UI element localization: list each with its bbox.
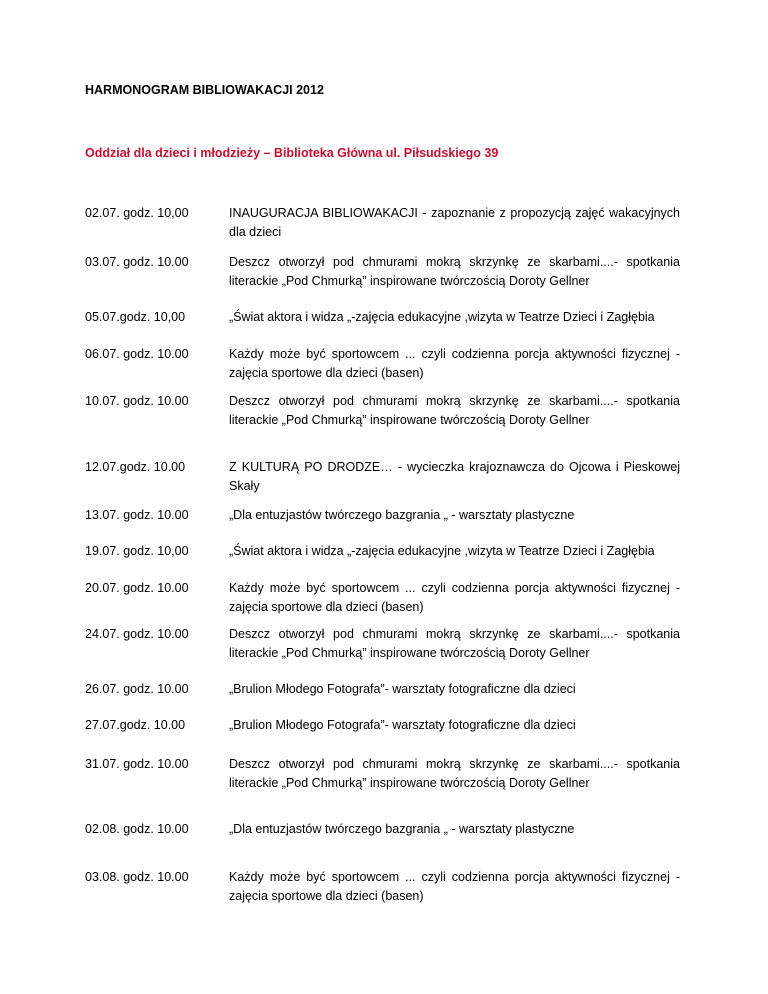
entry-date: 05.07.godz. 10,00: [85, 310, 186, 324]
entry-date: 02.08. godz. 10.00: [85, 822, 189, 836]
entry-description: Każdy może być sportowcem ... czyli codzienna porcja aktywności fizycznej - zajęcia sportowe dla dzieci (basen): [229, 581, 680, 614]
document-title: HARMONOGRAM BIBLIOWAKACJI 2012: [85, 83, 324, 97]
entry-description: Z KULTURĄ PO DRODZE… - wycieczka krajoznawcza do Ojcowa i Pieskowej Skały: [229, 460, 680, 493]
entry-date: 02.07. godz. 10,00: [85, 206, 189, 220]
entry-description: INAUGURACJA BIBLIOWAKACJI - zapoznanie z propozycją zajęć wakacyjnych dla dzieci: [229, 206, 680, 239]
entry-date: 13.07. godz. 10.00: [85, 508, 189, 522]
entry-description: Deszcz otworzył pod chmurami mokrą skrzynkę ze skarbami....- spotkania literackie „Pod Chmurką” inspirowane twórczością Doroty Gellner: [229, 394, 680, 427]
entry-description: Każdy może być sportowcem ... czyli codzienna porcja aktywności fizycznej - zajęcia sportowe dla dzieci (basen): [229, 870, 680, 903]
entry-description: „Brulion Młodego Fotografa”- warsztaty fotograficzne dla dzieci: [229, 682, 576, 696]
entry-date: 31.07. godz. 10.00: [85, 757, 189, 771]
entry-description: Każdy może być sportowcem ... czyli codzienna porcja aktywności fizycznej - zajęcia sportowe dla dzieci (basen): [229, 347, 680, 380]
entry-date: 27.07.godz. 10.00: [85, 718, 186, 732]
entry-description: Deszcz otworzył pod chmurami mokrą skrzynkę ze skarbami....- spotkania literackie „Pod Chmurką” inspirowane twórczością Doroty Gellner: [229, 627, 680, 660]
entry-date: 06.07. godz. 10.00: [85, 347, 189, 361]
entry-description: „Brulion Młodego Fotografa”- warsztaty fotograficzne dla dzieci: [229, 718, 576, 732]
entry-date: 03.07. godz. 10.00: [85, 255, 189, 269]
entry-date: 26.07. godz. 10.00: [85, 682, 189, 696]
entry-date: 24.07. godz. 10.00: [85, 627, 189, 641]
entry-description: „Świat aktora i widza „-zajęcia edukacyjne ,wizyta w Teatrze Dzieci i Zagłębia: [229, 544, 655, 558]
entry-description: Deszcz otworzył pod chmurami mokrą skrzynkę ze skarbami....- spotkania literackie „Pod Chmurką” inspirowane twórczością Doroty Gellner: [229, 757, 680, 790]
entry-description: „Dla entuzjastów twórczego bazgrania „ - warsztaty plastyczne: [229, 508, 575, 522]
entry-description: „Dla entuzjastów twórczego bazgrania „ - warsztaty plastyczne: [229, 822, 575, 836]
document-subtitle: Oddział dla dzieci i młodzieży – Biblioteka Główna ul. Piłsudskiego 39: [85, 146, 499, 160]
entry-date: 19.07. godz. 10,00: [85, 544, 189, 558]
entry-description: Deszcz otworzył pod chmurami mokrą skrzynkę ze skarbami....- spotkania literackie „Pod Chmurką” inspirowane twórczością Doroty Gellner: [229, 255, 680, 288]
entry-date: 20.07. godz. 10.00: [85, 581, 189, 595]
entry-date: 12.07.godz. 10.00: [85, 460, 186, 474]
entry-description: „Świat aktora i widza „-zajęcia edukacyjne ,wizyta w Teatrze Dzieci i Zagłębia: [229, 310, 655, 324]
entry-date: 10.07. godz. 10.00: [85, 394, 189, 408]
entry-date: 03.08. godz. 10.00: [85, 870, 189, 884]
